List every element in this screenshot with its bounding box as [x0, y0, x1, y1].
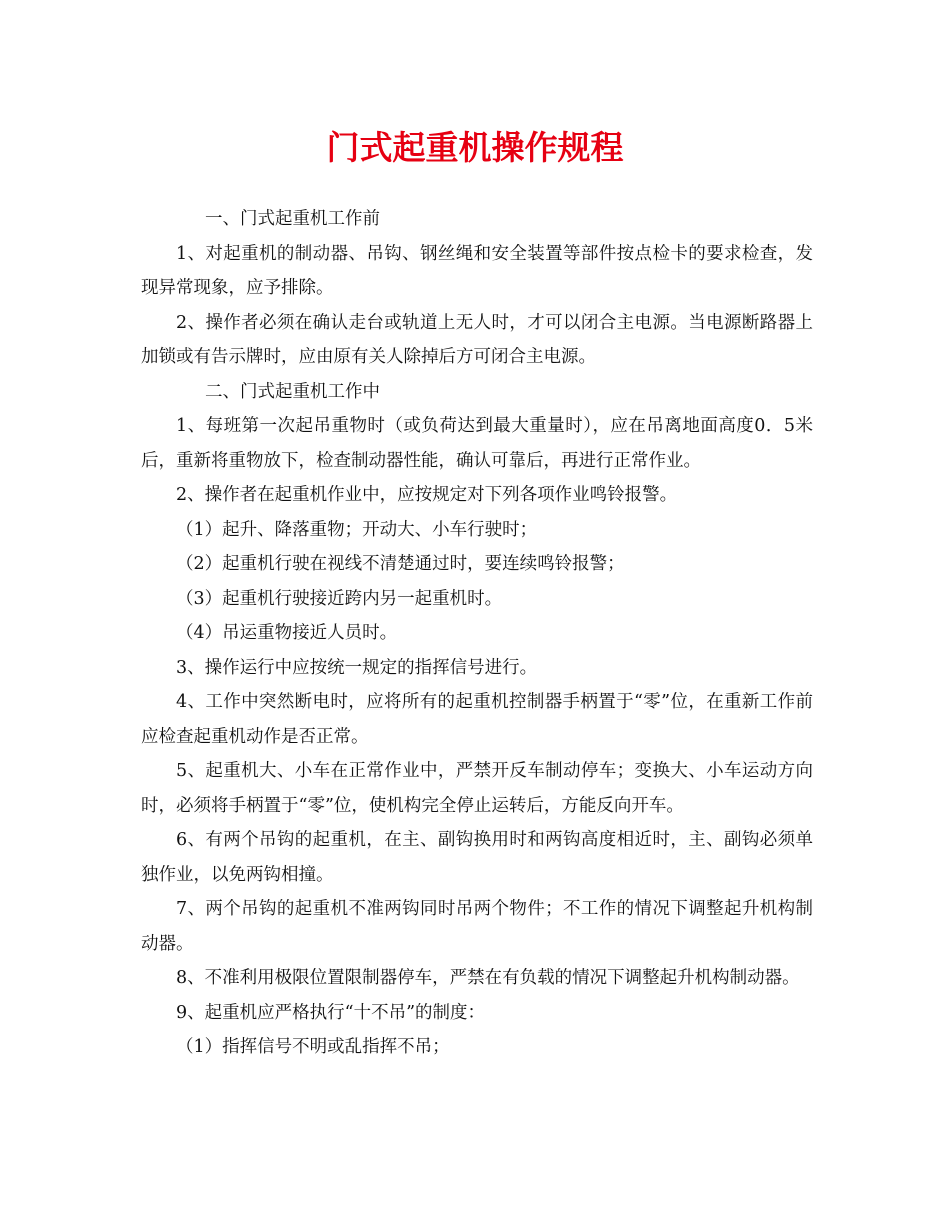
paragraph-during-7: 7、两个吊钩的起重机不准两钩同时吊两个物件；不工作的情况下调整起升机构制动器。 [141, 899, 813, 954]
paragraph-during-8: 8、不准利用极限位置限制器停车，严禁在有负载的情况下调整起升机构制动器。 [176, 968, 800, 988]
section-heading-during-work: 二、门式起重机工作中 [205, 381, 380, 402]
document-title: 门式起重机操作规程 [326, 128, 624, 167]
paragraph-before-2: 2、操作者必须在确认走台或轨道上无人时，才可以闭合主电源。当电源断路器上加锁或有告示牌时，应由原有关人除掉后方可闭合主电源。 [141, 312, 813, 367]
sub-item-alarm-2: （2）起重机行驶在视线不清楚通过时，要连续鸣铃报警； [176, 554, 625, 574]
sub-item-alarm-4: （4）吊运重物接近人员时。 [176, 623, 398, 643]
paragraph-during-9: 9、起重机应严格执行“十不吊”的制度： [176, 1002, 486, 1023]
document-body [141, 202, 813, 1065]
section-heading-before-work: 一、门式起重机工作前 [205, 209, 380, 229]
paragraph-during-4: 4、工作中突然断电时，应将所有的起重机控制器手柄置于“零”位，在重新工作前应检查起重机动作是否正常。 [141, 692, 813, 747]
sub-item-ten-no-lift-1: （1）指挥信号不明或乱指挥不吊； [176, 1037, 450, 1057]
paragraph-during-5: 5、起重机大、小车在正常作业中，严禁开反车制动停车；变换大、小车运动方向时，必须将手柄置于“零”位，使机构完全停止运转后，方能反向开车。 [141, 761, 813, 816]
paragraph-during-2: 2、操作者在起重机作业中，应按规定对下列各项作业鸣铃报警。 [176, 485, 678, 505]
sub-item-alarm-3: （3）起重机行驶接近跨内另一起重机时。 [176, 588, 503, 609]
paragraph-before-1: 1、对起重机的制动器、吊钩、钢丝绳和安全装置等部件按点检卡的要求检查，发现异常现象，应予排除。 [141, 243, 813, 298]
sub-item-alarm-1: （1）起升、降落重物；开动大、小车行驶时； [176, 519, 538, 540]
paragraph-during-1: 1、每班第一次起吊重物时（或负荷达到最大重量时），应在吊离地面高度0．5米后，重新将重物放下，检查制动器性能，确认可靠后，再进行正常作业。 [141, 416, 813, 471]
paragraph-during-3: 3、操作运行中应按统一规定的指挥信号进行。 [176, 657, 538, 678]
paragraph-during-6: 6、有两个吊钩的起重机，在主、副钩换用时和两钩高度相近时，主、副钩必须单独作业，以免两钩相撞。 [141, 830, 813, 885]
